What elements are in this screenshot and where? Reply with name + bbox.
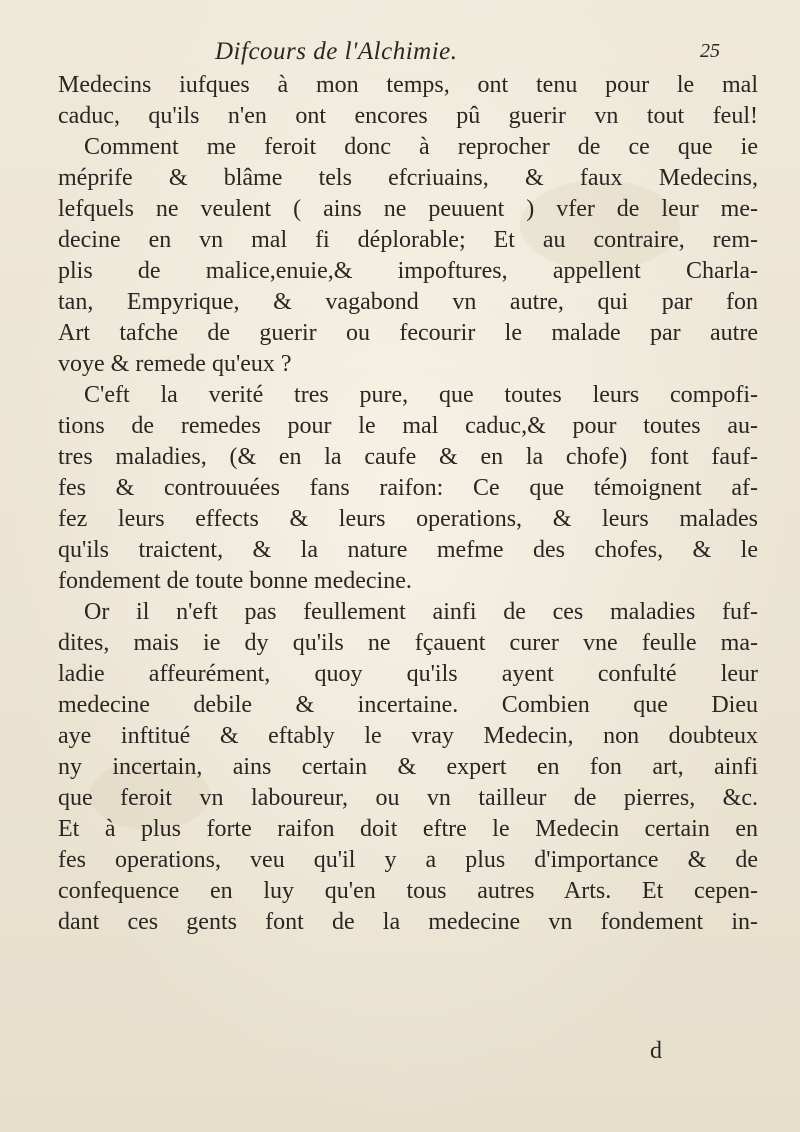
text-line: caduc, qu'ils n'en ont encores pû guerir vn tout feul!	[58, 103, 758, 129]
text-line: aye inftitué & eftably le vray Medecin, non doubteux	[58, 723, 758, 749]
text-line: fes & controuuées fans raifon: Ce que témoignent af-	[58, 475, 758, 501]
text-line: tions de remedes pour le mal caduc,& pour toutes au-	[58, 413, 758, 439]
text-line: C'eft la verité tres pure, que toutes leurs compofi-	[84, 382, 758, 408]
text-line: medecine debile & incertaine. Combien que Dieu	[58, 692, 758, 718]
text-line: plis de malice,enuie,& impoftures, appellent Charla-	[58, 258, 758, 284]
text-line: tan, Empyrique, & vagabond vn autre, qui par fon	[58, 289, 758, 315]
text-line: tres maladies, (& en la caufe & en la chofe) font fauf-	[58, 444, 758, 470]
page-number: 25	[700, 40, 720, 62]
text-line: fez leurs effects & leurs operations, & leurs malades	[58, 506, 758, 532]
page-header	[0, 38, 800, 68]
text-line: ladie affeurément, quoy qu'ils ayent confulté leur	[58, 661, 758, 687]
text-line: fes operations, veu qu'il y a plus d'importance & de	[58, 847, 758, 873]
text-line: dites, mais ie dy qu'ils ne fçauent curer vne feulle ma-	[58, 630, 758, 656]
signature-mark: d	[650, 1038, 662, 1064]
text-line: qu'ils traictent, & la nature mefme des chofes, & le	[58, 537, 758, 563]
text-line: Comment me feroit donc à reprocher de ce que ie	[84, 134, 758, 160]
running-title: Difcours de l'Alchimie.	[215, 38, 458, 65]
text-line: Or il n'eft pas feullement ainfi de ces maladies fuf-	[84, 599, 758, 625]
text-line: Art tafche de guerir ou fecourir le malade par autre	[58, 320, 758, 346]
text-line: dant ces gents font de la medecine vn fondement in-	[58, 909, 758, 935]
text-line: decine en vn mal fi déplorable; Et au contraire, rem-	[58, 227, 758, 253]
text-line: voye & remede qu'eux ?	[58, 351, 292, 377]
text-line: que feroit vn laboureur, ou vn tailleur de pierres, &c.	[58, 785, 758, 811]
text-line: ny incertain, ains certain & expert en fon art, ainfi	[58, 754, 758, 780]
body-text	[58, 70, 758, 938]
text-line: Et à plus forte raifon doit eftre le Medecin certain en	[58, 816, 758, 842]
text-line: confequence en luy qu'en tous autres Arts. Et cepen-	[58, 878, 758, 904]
text-line: lefquels ne veulent ( ains ne peuuent ) vfer de leur me-	[58, 196, 758, 222]
text-line: méprife & blâme tels efcriuains, & faux Medecins,	[58, 165, 758, 191]
text-line: Medecins iufques à mon temps, ont tenu pour le mal	[58, 72, 758, 98]
text-line: fondement de toute bonne medecine.	[58, 568, 412, 594]
